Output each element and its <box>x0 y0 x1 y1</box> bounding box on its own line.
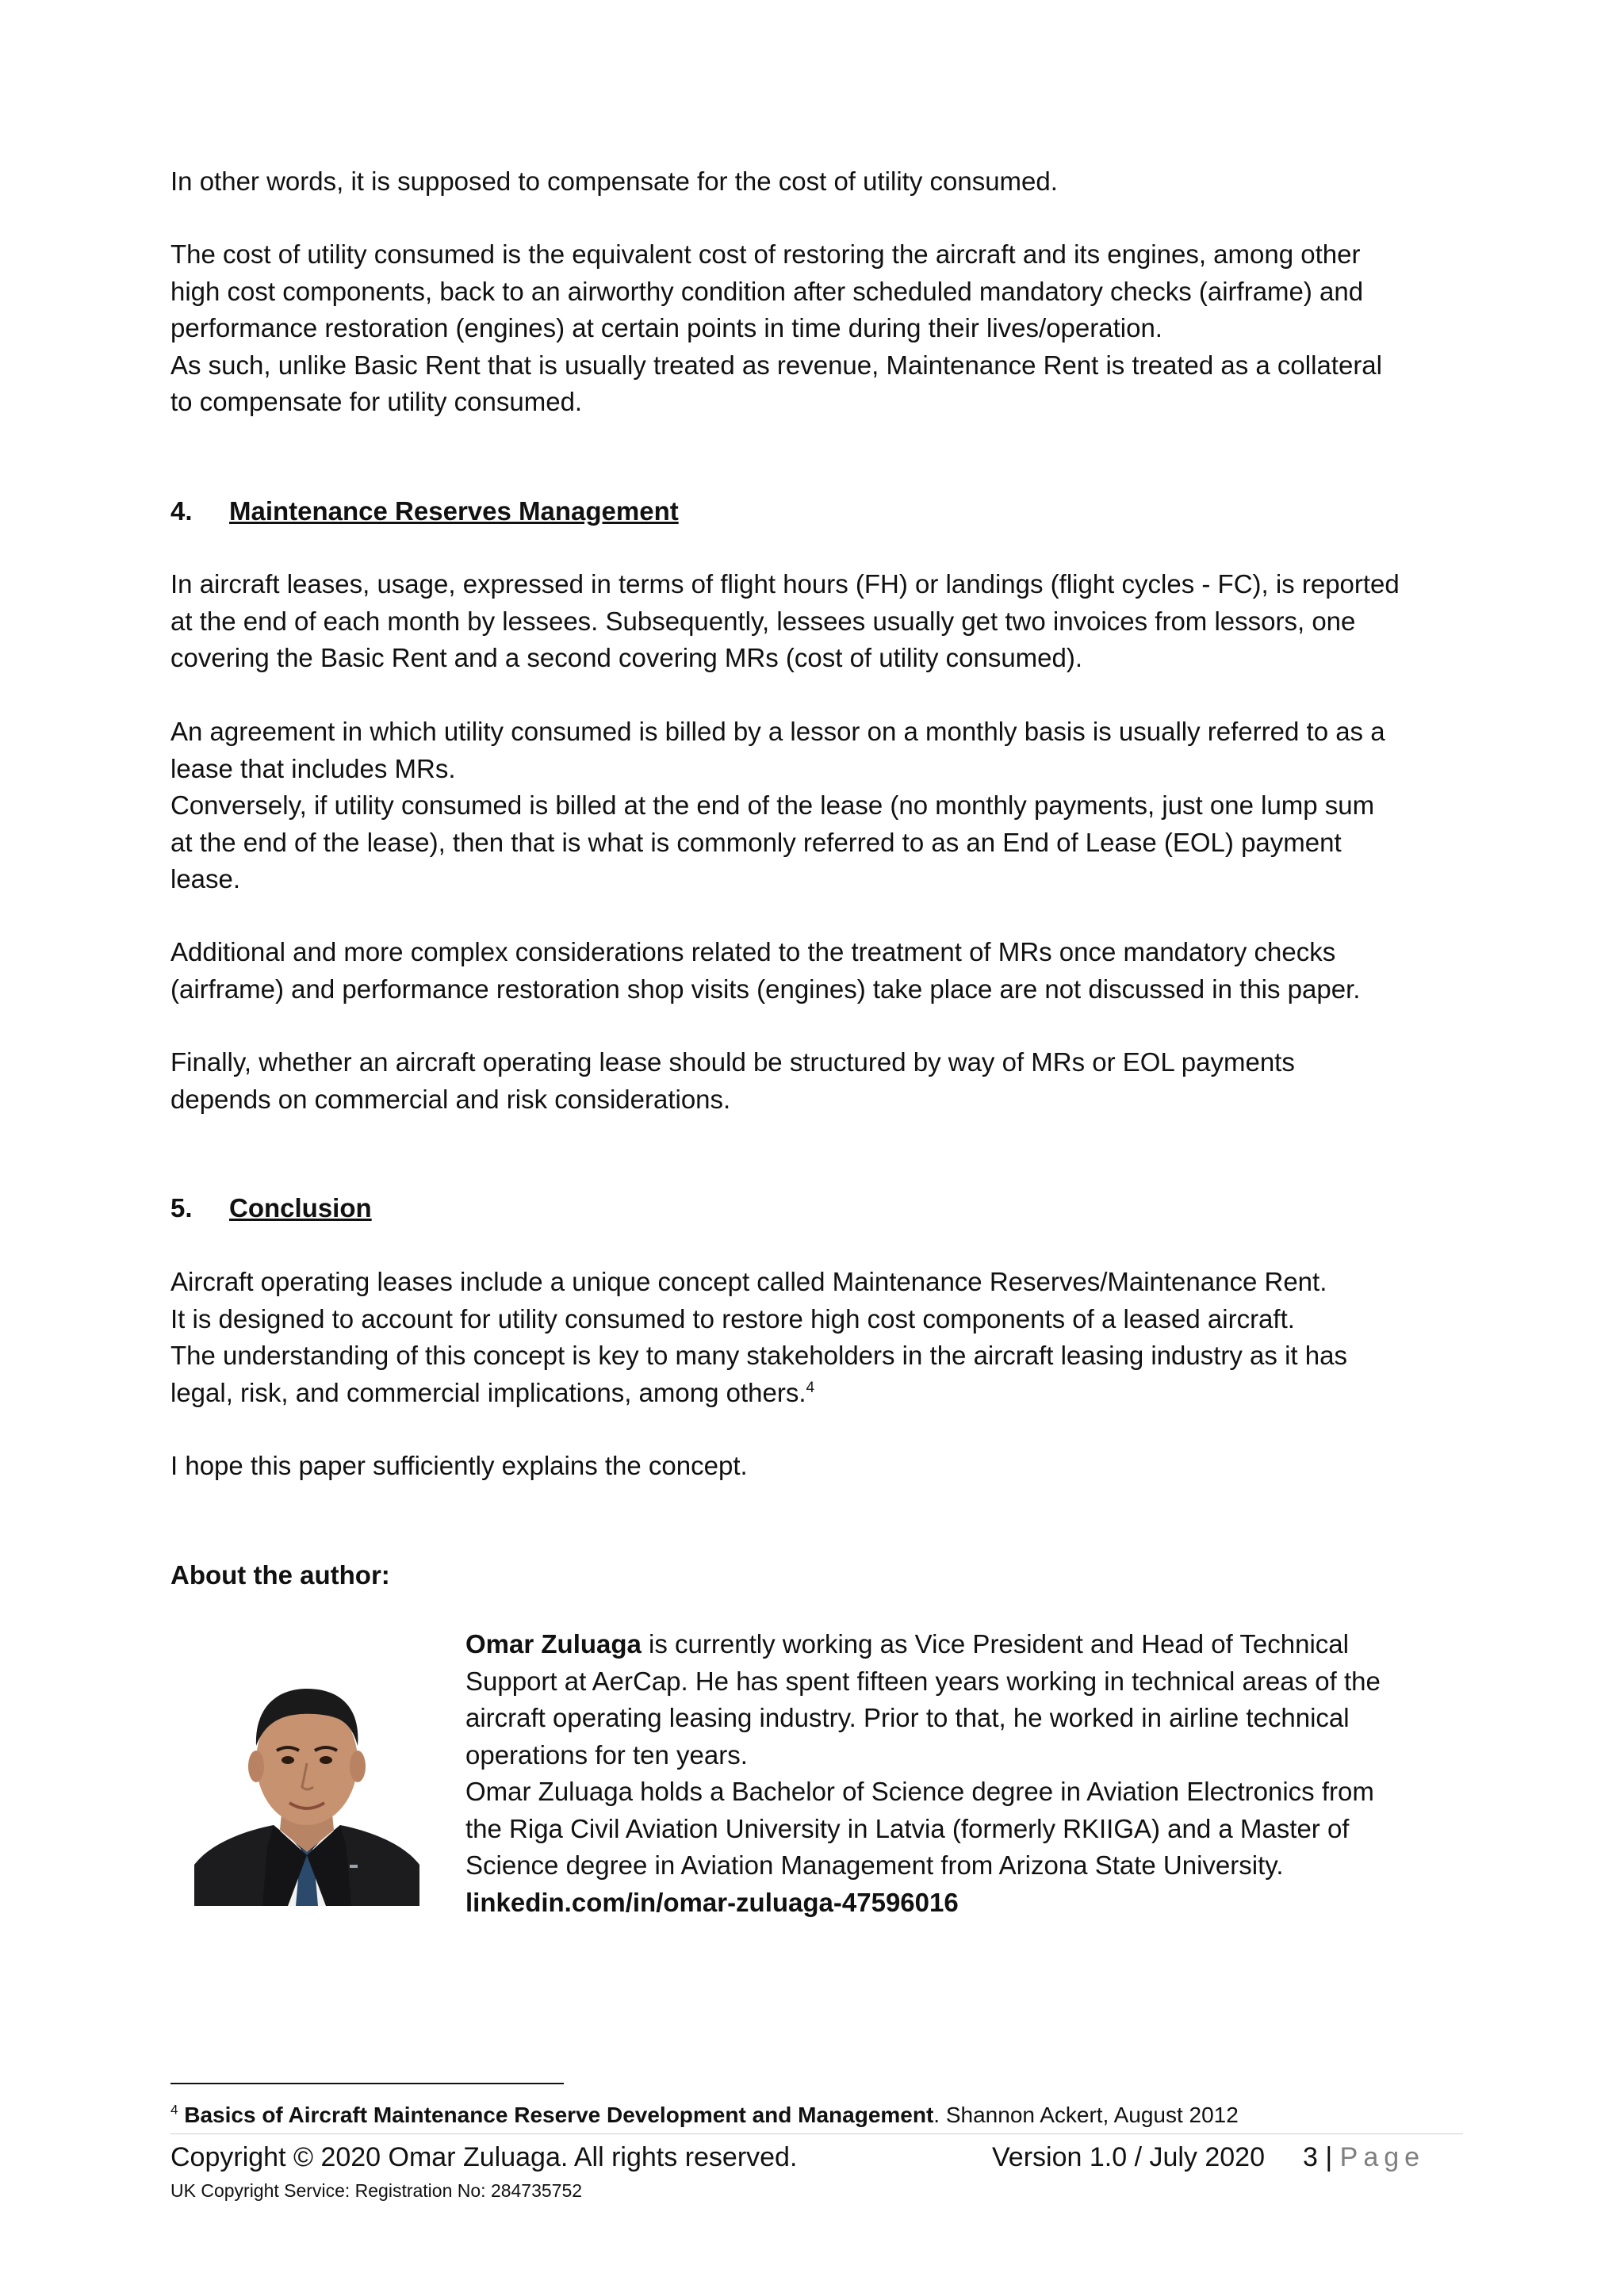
text-line: An agreement in which utility consumed is billed by a lessor on a monthly basis is usually referred to as a <box>170 717 1385 746</box>
text-line: In aircraft leases, usage, expressed in terms of flight hours (FH) or landings (flight cycles - FC), is reported <box>170 569 1400 599</box>
section-number: 5. <box>170 1193 193 1223</box>
section-5-paragraph-2 <box>170 1448 1463 1485</box>
footnote-divider <box>170 2083 564 2084</box>
text-line: In other words, it is supposed to compensate for the cost of utility consumed. <box>170 166 1058 196</box>
text-line: Science degree in Aviation Management from Arizona State University. <box>465 1850 1284 1880</box>
text-line: depends on commercial and risk considerations. <box>170 1084 731 1114</box>
text-span: is currently working as Vice President and Head of Technical <box>641 1629 1349 1659</box>
section-5-heading <box>170 1190 372 1226</box>
text-line: It is designed to account for utility consumed to restore high cost components of a leased aircraft. <box>170 1303 1295 1334</box>
text-line: high cost components, back to an airworthy condition after scheduled mandatory checks (airframe) and <box>170 276 1364 306</box>
text-line: to compensate for utility consumed. <box>170 387 583 416</box>
text-line: at the end of the lease), then that is what is commonly referred to as an End of Lease (EOL) payment <box>170 827 1342 857</box>
text-line: lease. <box>170 864 241 894</box>
page-separator: | <box>1325 2142 1333 2172</box>
text-line: performance restoration (engines) at certain points in time during their lives/operation. <box>170 313 1162 342</box>
footer-registration: UK Copyright Service: Registration No: 284735752 <box>170 2180 583 2201</box>
text-line: Omar Zuluaga holds a Bachelor of Science degree in Aviation Electronics from <box>465 1777 1374 1806</box>
text-line: Support at AerCap. He has spent fifteen years working in technical areas of the <box>465 1666 1381 1696</box>
text-line <box>465 1626 1457 1663</box>
footer-copyright: Copyright © 2020 Omar Zuluaga. All rights reserved. <box>170 2142 798 2172</box>
footnote-ref[interactable]: 4 <box>806 1379 815 1396</box>
section-title: Conclusion <box>229 1193 372 1223</box>
about-author-title: About the author: <box>170 1560 390 1590</box>
text-line: The understanding of this concept is key to many stakeholders in the aircraft leasing industry as it has <box>170 1341 1347 1370</box>
footnote-text: . Shannon Ackert, August 2012 <box>933 2103 1239 2127</box>
text-line <box>170 1375 1463 1412</box>
section-4-paragraph-2 <box>170 714 1463 898</box>
author-bio <box>465 1626 1457 1921</box>
about-author-heading <box>170 1557 390 1594</box>
text-line: aircraft operating leasing industry. Prior to that, he worked in airline technical <box>465 1703 1350 1732</box>
section-number: 4. <box>170 496 193 526</box>
text-line: I hope this paper sufficiently explains the concept. <box>170 1451 748 1480</box>
page-number: 3 <box>1303 2142 1318 2172</box>
text-span: legal, risk, and commercial implications, among others. <box>170 1377 806 1407</box>
footer-version: Version 1.0 / July 2020 <box>992 2142 1266 2172</box>
text-line: covering the Basic Rent and a second covering MRs (cost of utility consumed). <box>170 643 1083 672</box>
section-4-heading <box>170 493 679 530</box>
text-line: operations for ten years. <box>465 1739 748 1770</box>
section-4-paragraph-3 <box>170 934 1463 1008</box>
author-name: Omar Zuluaga <box>465 1629 642 1659</box>
linkedin-link[interactable]: linkedin.com/in/omar-zuluaga-47596016 <box>465 1887 959 1917</box>
text-line: Additional and more complex considerations related to the treatment of MRs once mandatory checks <box>170 937 1336 966</box>
page-label: Page <box>1339 2142 1426 2172</box>
text-line: lease that includes MRs. <box>170 753 456 783</box>
text-line: the Riga Civil Aviation University in Latvia (formerly RKIIGA) and a Master of <box>465 1813 1350 1843</box>
section-title: Maintenance Reserves Management <box>229 496 679 526</box>
text-line: Aircraft operating leases include a unique concept called Maintenance Reserves/Maintenance Rent. <box>170 1267 1327 1296</box>
text-line: at the end of each month by lessees. Subsequently, lessees usually get two invoices from lessors, one <box>170 606 1356 636</box>
text-line: The cost of utility consumed is the equivalent cost of restoring the aircraft and its engines, among other <box>170 239 1361 269</box>
footer-divider <box>170 2133 1463 2134</box>
text-line: (airframe) and performance restoration shop visits (engines) take place are not discussed in this paper. <box>170 974 1361 1004</box>
text-line: As such, unlike Basic Rent that is usually treated as revenue, Maintenance Rent is treated as a collateral <box>170 350 1382 380</box>
footer-page-number <box>1303 2141 1425 2174</box>
footnote <box>170 2101 1239 2130</box>
footnote-number: 4 <box>170 2102 178 2118</box>
text-line: Conversely, if utility consumed is billed at the end of the lease (no monthly payments, just one lump sum <box>170 790 1375 820</box>
intro-paragraph-1 <box>170 163 1463 201</box>
intro-paragraph-2 <box>170 236 1463 421</box>
author-photo <box>194 1657 419 1906</box>
section-4-paragraph-4 <box>170 1044 1463 1118</box>
footnote-title: Basics of Aircraft Maintenance Reserve Development and Management <box>184 2103 934 2127</box>
text-line: Finally, whether an aircraft operating lease should be structured by way of MRs or EOL payments <box>170 1047 1295 1077</box>
section-4-paragraph-1 <box>170 566 1463 677</box>
section-5-paragraph-1 <box>170 1264 1463 1411</box>
